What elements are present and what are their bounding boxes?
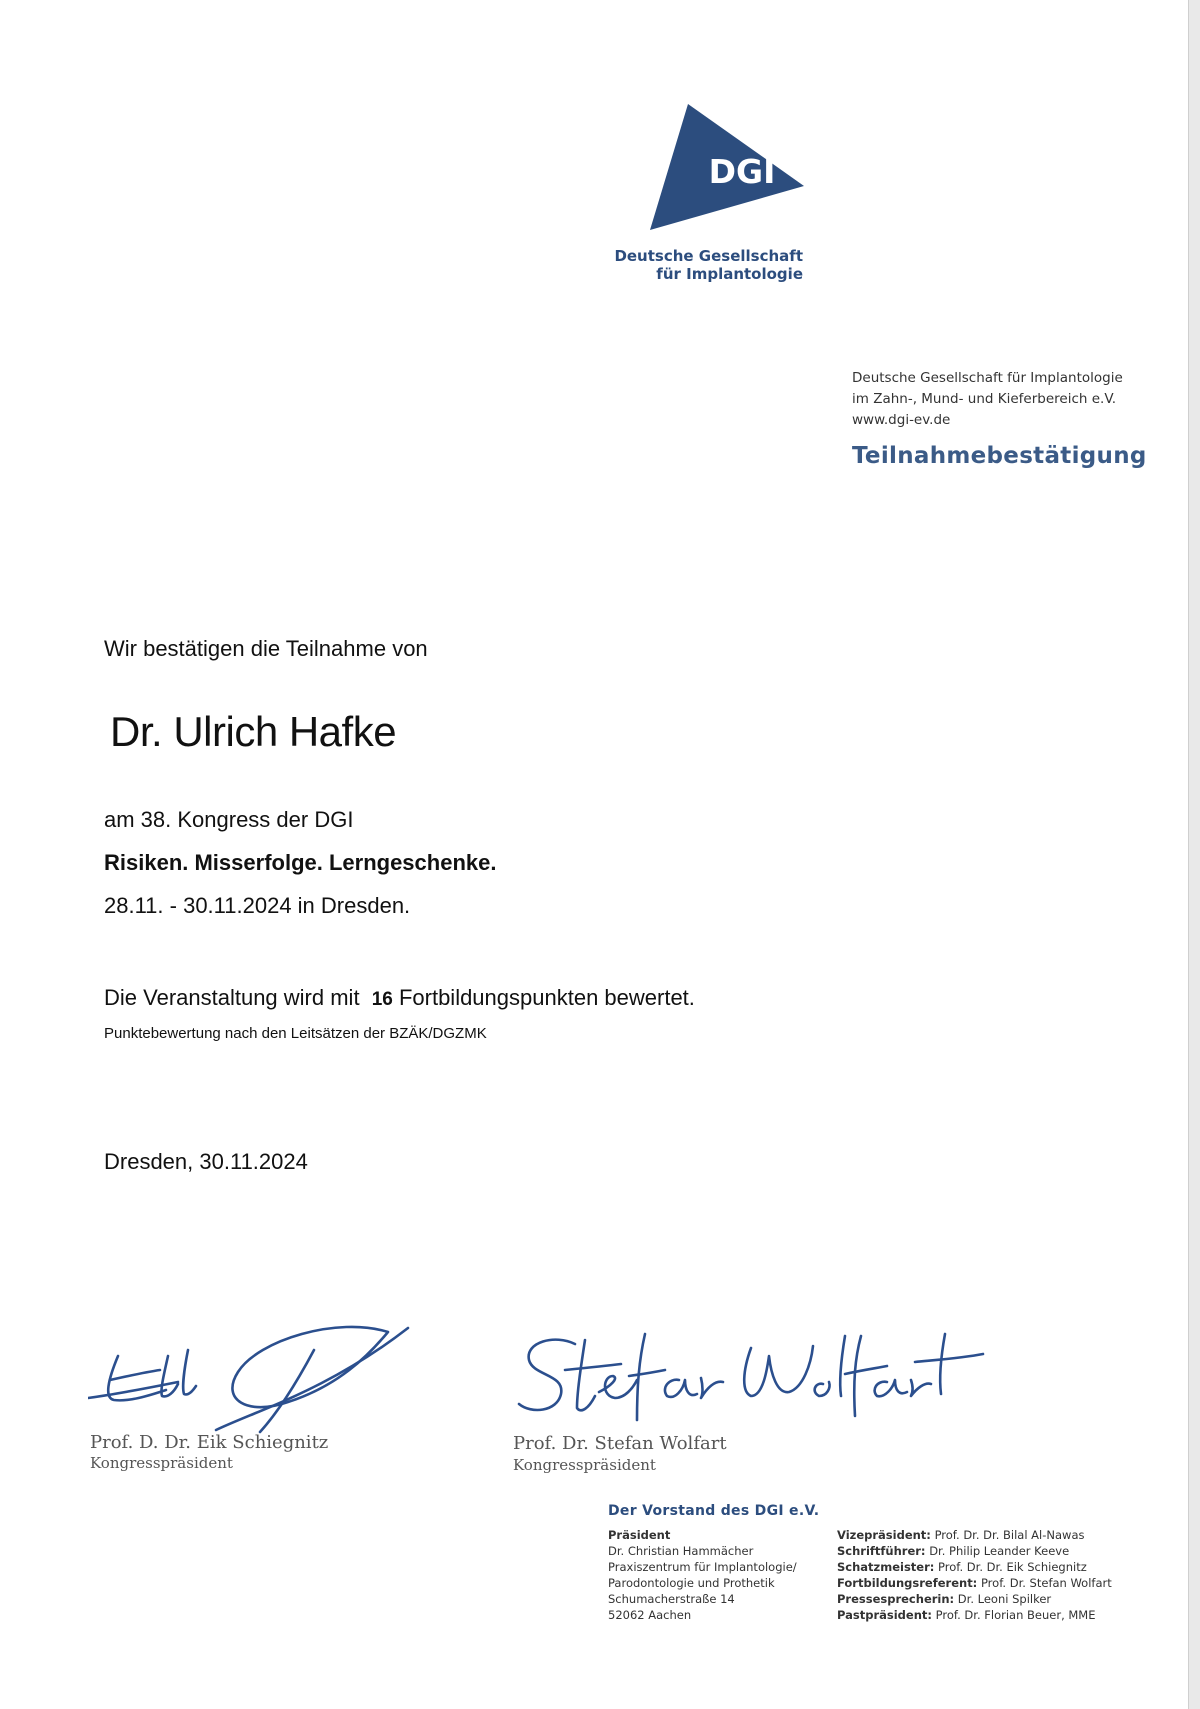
- points-statement: [104, 985, 695, 1011]
- congress-text: am 38. Kongress der DGI: [104, 807, 354, 832]
- president-line: 52062 Aachen: [608, 1608, 692, 1622]
- board-title: Der Vorstand des DGI e.V.: [608, 1503, 820, 1519]
- logo-name-line-1: Deutsche Gesellschaft: [614, 247, 803, 265]
- congress-dates: 28.11. - 30.11.2024 in Dresden.: [104, 893, 411, 918]
- board-member: Fortbildungsreferent: Prof. Dr. Stefan Wolfart: [837, 1576, 1112, 1590]
- org-website: www.dgi-ev.de: [852, 412, 951, 428]
- points-prefix: Die Veranstaltung wird mit: [104, 985, 360, 1010]
- org-line-1: Deutsche Gesellschaft für Implantologie: [852, 370, 1123, 386]
- president-line: Schumacherstraße 14: [608, 1592, 735, 1606]
- signature-schiegnitz-icon: [88, 1320, 458, 1438]
- president-line: Praxiszentrum für Implantologie/: [608, 1560, 797, 1574]
- president-line: Dr. Christian Hammächer: [608, 1544, 754, 1558]
- participant-name: Dr. Ulrich Hafke: [110, 708, 397, 755]
- points-note: Punktebewertung nach den Leitsätzen der BZÄK/DGZMK: [104, 1025, 487, 1042]
- signature-2-role: Kongresspräsident: [513, 1456, 656, 1474]
- document-title: Teilnahmebestätigung: [852, 443, 1147, 469]
- board-member: Schriftführer: Dr. Philip Leander Keeve: [837, 1544, 1070, 1558]
- place-date: Dresden, 30.11.2024: [104, 1149, 308, 1174]
- points-suffix: Fortbildungspunkten bewertet.: [398, 985, 695, 1010]
- logo-mark-text: DGI: [708, 152, 776, 191]
- signature-1-name: Prof. D. Dr. Eik Schiegnitz: [90, 1432, 329, 1453]
- org-line-2: im Zahn-, Mund- und Kieferbereich e.V.: [852, 391, 1117, 407]
- board-member: Vizepräsident: Prof. Dr. Dr. Bilal Al-Nawas: [837, 1528, 1085, 1542]
- board-members-column: [837, 1527, 1112, 1623]
- board-president-column: [608, 1527, 797, 1623]
- intro-text: Wir bestätigen die Teilnahme von: [104, 636, 428, 661]
- logo-name-line-2: für Implantologie: [656, 265, 803, 283]
- signature-wolfart-icon: [515, 1330, 985, 1430]
- signature-2-name: Prof. Dr. Stefan Wolfart: [513, 1433, 727, 1454]
- points-value: 16: [371, 989, 393, 1010]
- board-member: Schatzmeister: Prof. Dr. Dr. Eik Schiegnitz: [837, 1560, 1087, 1574]
- board-member: Pastpräsident: Prof. Dr. Florian Beuer, MME: [837, 1608, 1096, 1622]
- president-line: Parodontologie und Prothetik: [608, 1576, 775, 1590]
- congress-motto: Risiken. Misserfolge. Lerngeschenke.: [104, 850, 497, 875]
- president-label: Präsident: [608, 1528, 671, 1542]
- dgi-logo-icon: [650, 104, 806, 230]
- signature-1-role: Kongresspräsident: [90, 1454, 233, 1472]
- board-member: Pressesprecherin: Dr. Leoni Spilker: [837, 1592, 1052, 1606]
- organization-address: [852, 368, 1123, 431]
